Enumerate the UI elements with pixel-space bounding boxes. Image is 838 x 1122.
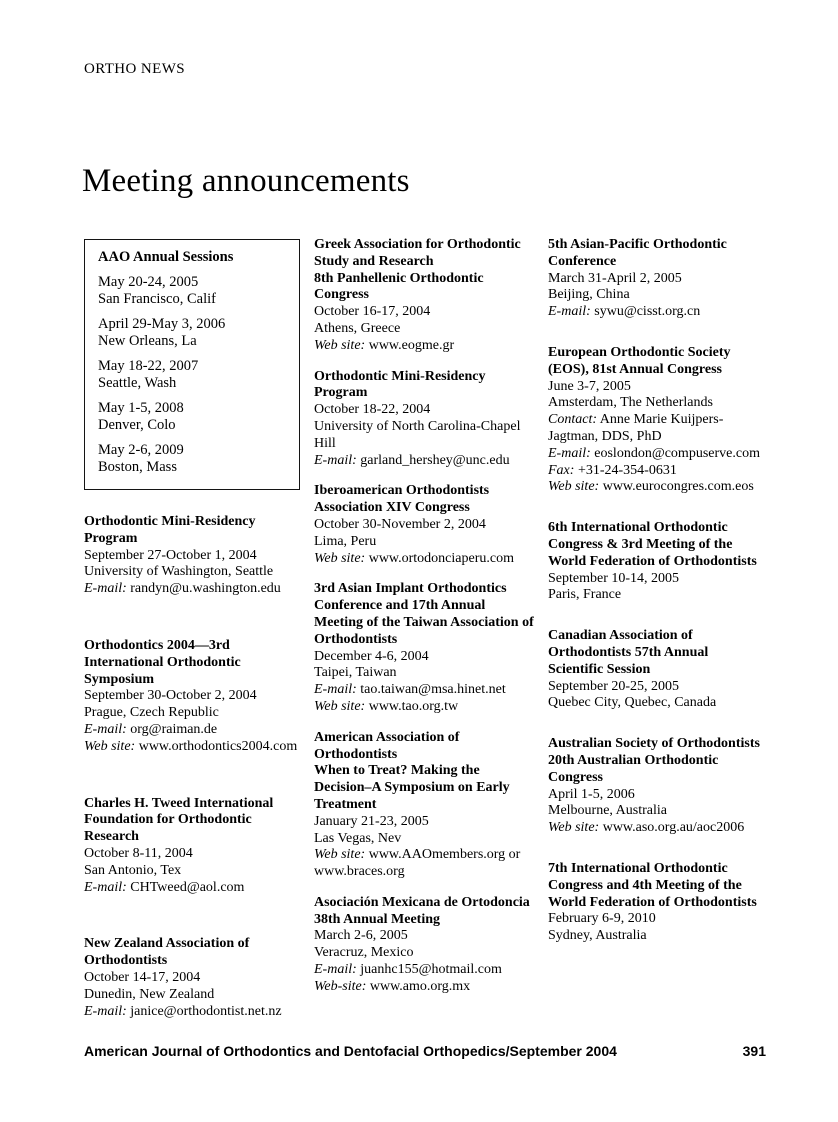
meeting-detail-line: University of North Carolina-Chapel Hill xyxy=(314,418,521,451)
meeting-entry xyxy=(314,237,536,355)
meeting-detail-line: Paris, France xyxy=(548,587,622,603)
contact-label: E-mail: xyxy=(84,581,127,597)
session-dates: May 1-5, 2008 xyxy=(98,400,184,416)
meeting-title-part: 7th International Orthodontic Congress and 4th Meeting of the World Federation of Orthodontists xyxy=(548,860,757,910)
meeting-detail-line: Athens, Greece xyxy=(314,320,401,336)
meeting-title-part: Greek Association for Orthodontic Study and Research xyxy=(314,237,521,269)
session-location: Seattle, Wash xyxy=(98,375,177,391)
contact-label: E-mail: xyxy=(314,452,357,468)
meeting-detail-line: Prague, Czech Republic xyxy=(84,705,219,721)
meeting-detail-line: September 20-25, 2005 xyxy=(548,678,680,694)
session-location: Denver, Colo xyxy=(98,417,176,433)
meeting-contact-line: Web site: www.orthodontics2004.com xyxy=(84,738,298,754)
meeting-title-part: American Association of Orthodontists xyxy=(314,729,460,762)
meeting-detail-line: March 31-April 2, 2005 xyxy=(548,270,682,286)
session-dates: May 18-22, 2007 xyxy=(98,358,199,374)
session-location: New Orleans, La xyxy=(98,333,197,349)
meeting-detail-line: October 16-17, 2004 xyxy=(314,304,431,320)
meeting-title xyxy=(314,237,536,304)
contact-label: Fax: xyxy=(548,462,575,478)
announcement-columns xyxy=(84,237,764,1060)
meeting-entry xyxy=(548,520,764,604)
column-left xyxy=(84,237,302,1060)
meeting-contact-line: Web site: www.eogme.gr xyxy=(314,337,455,353)
meeting-title xyxy=(314,369,536,403)
meeting-entry xyxy=(84,936,302,1020)
meeting-entry xyxy=(314,895,536,996)
meeting-detail-line: December 4-6, 2004 xyxy=(314,648,429,664)
session-location: Boston, Mass xyxy=(98,459,177,475)
meeting-entry xyxy=(84,796,302,897)
page-title: Meeting announcements xyxy=(82,163,410,199)
meeting-detail-line: Beijing, China xyxy=(548,287,630,303)
contact-label: E-mail: xyxy=(314,682,357,698)
meeting-entry xyxy=(84,638,302,756)
meeting-detail-line: October 14-17, 2004 xyxy=(84,969,201,985)
meeting-title-part: 6th International Orthodontic Congress & 3rd Meeting of the World Federation of Orthodontists xyxy=(548,520,757,569)
meeting-title xyxy=(548,736,764,786)
meeting-entry xyxy=(84,514,302,598)
meeting-entry xyxy=(314,369,536,470)
meeting-title xyxy=(314,730,536,814)
meeting-detail-line: September 10-14, 2005 xyxy=(548,570,680,586)
contact-label: Web site: xyxy=(314,698,366,714)
meeting-detail-line: September 30-October 2, 2004 xyxy=(84,688,257,704)
contact-label: E-mail: xyxy=(548,445,591,461)
meeting-detail-line: Las Vegas, Nev xyxy=(314,830,402,846)
meeting-detail-line: Dunedin, New Zealand xyxy=(84,986,215,1002)
meeting-title-part: 38th Annual Meeting xyxy=(314,911,441,927)
meeting-detail-line: Veracruz, Mexico xyxy=(314,945,414,961)
page-number: 391 xyxy=(742,1043,766,1059)
meeting-contact-line: Web site: www.aso.org.au/aoc2006 xyxy=(548,820,745,836)
column-middle xyxy=(314,237,536,1010)
meeting-title xyxy=(548,628,764,678)
meeting-entry xyxy=(548,861,764,945)
contact-label: Web site: xyxy=(548,479,600,495)
contact-label: Web-site: xyxy=(314,978,367,994)
meeting-title xyxy=(84,638,302,688)
meeting-detail-line: Melbourne, Australia xyxy=(548,803,667,819)
column-right xyxy=(548,237,764,969)
journal-citation: American Journal of Orthodontics and Dentofacial Orthopedics/September 2004 xyxy=(84,1043,617,1059)
meeting-contact-line: E-mail: janice@orthodontist.net.nz xyxy=(84,1003,282,1019)
meeting-detail-line: Taipei, Taiwan xyxy=(314,665,397,681)
meeting-title xyxy=(314,483,536,517)
meeting-entry xyxy=(548,628,764,712)
meeting-title xyxy=(548,345,764,379)
meeting-contact-line: E-mail: garland_hershey@unc.edu xyxy=(314,452,510,468)
meeting-contact-line: E-mail: juanhc155@hotmail.com xyxy=(314,962,502,978)
meeting-entry xyxy=(548,345,764,496)
aao-session xyxy=(98,358,289,392)
meeting-contact-line: E-mail: sywu@cisst.org.cn xyxy=(548,304,701,320)
meeting-title xyxy=(548,520,764,570)
meeting-title-part: Orthodontic Mini-Residency Program xyxy=(84,514,256,546)
aao-session-list xyxy=(98,274,289,476)
meeting-detail-line: Quebec City, Quebec, Canada xyxy=(548,695,717,711)
meeting-detail-line: February 6-9, 2010 xyxy=(548,911,656,927)
meeting-contact-line: E-mail: CHTweed@aol.com xyxy=(84,879,245,895)
meeting-title-part: When to Treat? Making the Decision–A Symposium on Early Treatment xyxy=(314,763,510,812)
meeting-detail-line: University of Washington, Seattle xyxy=(84,564,274,580)
contact-label: Web site: xyxy=(84,738,136,754)
session-dates: May 2-6, 2009 xyxy=(98,442,184,458)
entry-list-left xyxy=(84,514,302,1020)
meeting-contact-line: Contact: Anne Marie Kuijpers-Jagtman, DDS, PhD xyxy=(548,412,724,444)
meeting-entry xyxy=(314,730,536,881)
meeting-title-part: Charles H. Tweed International Foundation for Orthodontic Research xyxy=(84,795,274,845)
meeting-detail-line: January 21-23, 2005 xyxy=(314,813,429,829)
meeting-contact-line: Web-site: www.amo.org.mx xyxy=(314,978,471,994)
meeting-detail-line: March 2-6, 2005 xyxy=(314,928,408,944)
meeting-entry xyxy=(548,736,764,837)
meeting-title xyxy=(314,895,536,929)
meeting-entry xyxy=(314,483,536,567)
meeting-detail-line: San Antonio, Tex xyxy=(84,862,182,878)
meeting-detail-line: Amsterdam, The Netherlands xyxy=(548,395,713,411)
meeting-entry xyxy=(314,581,536,715)
contact-label: E-mail: xyxy=(84,1003,127,1019)
session-dates: April 29-May 3, 2006 xyxy=(98,316,226,332)
aao-annual-sessions-box xyxy=(84,239,300,490)
meeting-contact-line: Web site: www.eurocongres.com.eos xyxy=(548,479,754,495)
meeting-contact-line: Web site: www.ortodonciaperu.com xyxy=(314,550,514,566)
contact-label: Web site: xyxy=(314,847,366,863)
contact-label: Contact: xyxy=(548,412,597,428)
meeting-title xyxy=(84,514,302,548)
meeting-contact-line: Fax: +31-24-354-0631 xyxy=(548,462,677,478)
aao-session xyxy=(98,274,289,308)
contact-label: E-mail: xyxy=(548,304,591,320)
contact-label: E-mail: xyxy=(84,721,127,737)
contact-label: E-mail: xyxy=(84,879,127,895)
meeting-contact-line: Web site: www.AAOmembers.org or www.braces.org xyxy=(314,847,521,880)
meeting-title-part: 20th Australian Orthodontic Congress xyxy=(548,752,719,785)
meeting-contact-line: Web site: www.tao.org.tw xyxy=(314,698,459,714)
contact-label: E-mail: xyxy=(314,962,357,978)
meeting-title xyxy=(548,237,764,271)
aao-session xyxy=(98,400,289,434)
meeting-title-part: Orthodontics 2004—3rd International Orthodontic Symposium xyxy=(84,637,241,687)
meeting-title-part: 5th Asian-Pacific Orthodontic Conference xyxy=(548,237,727,269)
meeting-detail-line: September 27-October 1, 2004 xyxy=(84,547,257,563)
meeting-contact-line: E-mail: randyn@u.washington.edu xyxy=(84,581,281,597)
contact-label: Web site: xyxy=(314,550,366,566)
meeting-contact-line: E-mail: tao.taiwan@msa.hinet.net xyxy=(314,682,506,698)
meeting-title-part: Iberoamerican Orthodontists Association XIV Congress xyxy=(314,483,490,516)
aao-session xyxy=(98,316,289,350)
meeting-title-part: Canadian Association of Orthodontists 57th Annual Scientific Session xyxy=(548,628,709,677)
meeting-title xyxy=(314,581,536,648)
meeting-detail-line: April 1-5, 2006 xyxy=(548,786,635,802)
meeting-title-part: 8th Panhellenic Orthodontic Congress xyxy=(314,270,484,303)
meeting-title xyxy=(84,796,302,846)
session-dates: May 20-24, 2005 xyxy=(98,274,199,290)
entry-list-right xyxy=(548,237,764,945)
meeting-detail-line: Sydney, Australia xyxy=(548,928,647,944)
aao-session xyxy=(98,442,289,476)
meeting-title-part: European Orthodontic Society (EOS), 81st Annual Congress xyxy=(548,344,731,377)
meeting-detail-line: Lima, Peru xyxy=(314,533,377,549)
meeting-entry xyxy=(548,237,764,321)
entry-list-middle xyxy=(314,237,536,996)
session-location: San Francisco, Calif xyxy=(98,291,216,307)
meeting-detail-line: October 18-22, 2004 xyxy=(314,402,431,418)
meeting-detail-line: October 8-11, 2004 xyxy=(84,845,193,861)
meeting-title-part: Orthodontic Mini-Residency Program xyxy=(314,368,486,401)
meeting-title-part: 3rd Asian Implant Orthodontics Conference and 17th Annual Meeting of the Taiwan Association of Orthodontists xyxy=(314,581,534,647)
meeting-contact-line: E-mail: org@raiman.de xyxy=(84,721,218,737)
meeting-title xyxy=(84,936,302,970)
aao-box-heading: AAO Annual Sessions xyxy=(98,249,234,265)
contact-label: Web site: xyxy=(314,337,366,353)
meeting-title-part: Asociación Mexicana de Ortodoncia xyxy=(314,894,530,910)
meeting-title xyxy=(548,861,764,911)
meeting-title-part: New Zealand Association of Orthodontists xyxy=(84,936,250,969)
meeting-title-part: Australian Society of Orthodontists xyxy=(548,736,760,752)
page-footer xyxy=(84,1043,766,1059)
meeting-detail-line: October 30-November 2, 2004 xyxy=(314,516,486,532)
contact-label: Web site: xyxy=(548,820,600,836)
meeting-detail-line: June 3-7, 2005 xyxy=(548,378,631,394)
section-kicker: ORTHO NEWS xyxy=(84,61,186,77)
meeting-contact-line: E-mail: eoslondon@compuserve.com xyxy=(548,445,760,461)
